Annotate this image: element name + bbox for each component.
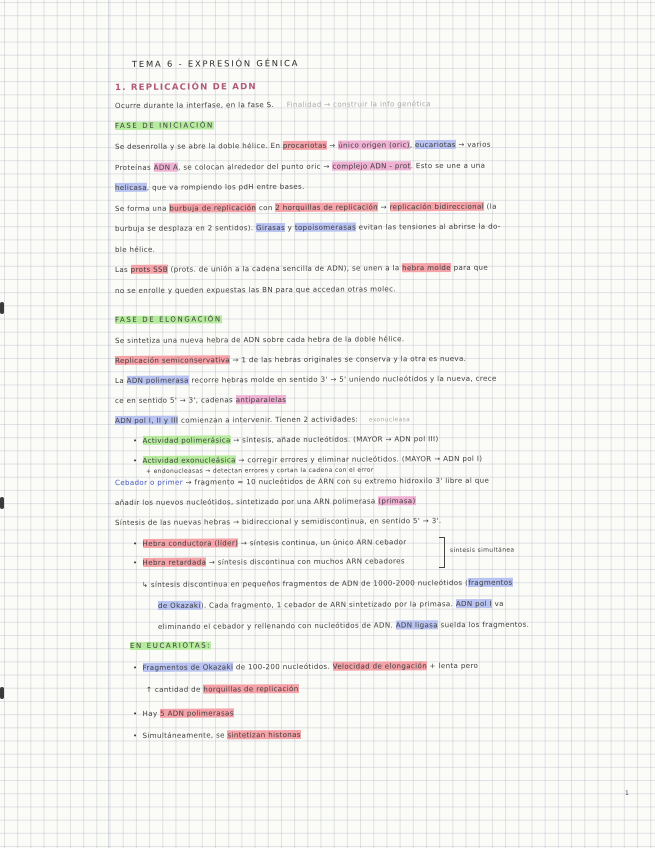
punch-hole: [0, 302, 4, 314]
margin-line: [108, 0, 109, 848]
bullet-item: • Actividad exonucleásica → corregir errores y eliminar nucleótidos. (MAYOR → ADN pol I): [132, 453, 483, 465]
bullet-item: • Hebra retardada → síntesis discontinua con muchos ARN cebadores: [132, 556, 405, 567]
text-line: Cebador o primer → fragmento ≈ 10 nucleótidos de ARN con su extremo hidroxilo 3' libre al que: [114, 475, 490, 487]
text-line: + endonucleasas → detectan errores y cortan la cadena con el error: [145, 466, 374, 475]
text-line: Replicación semiconservativa → 1 de las hebras originales se conserva y la otra es nueva.: [114, 353, 467, 365]
text-line: Las prots SSB (prots. de unión a la cadena sencilla de ADN), se unen a la hebra molde para que: [114, 262, 489, 274]
brace-label: síntesis simultánea: [449, 546, 515, 554]
phase-heading-label: FASE DE INICIACIÓN: [114, 121, 214, 130]
phase-heading: [115, 315, 222, 324]
text-line: no se enrolle y queden expuestas las BN para que accedan otras molec.: [114, 284, 396, 295]
text-line: ce en sentido 5' → 3', cadenas antiparalelas: [114, 394, 287, 405]
text-line: Se desenrolla y se abre la doble hélice. En procariotas → único origen (oric), eucariotas → varios: [114, 139, 491, 151]
phase-heading: [130, 642, 211, 650]
text-line: de Okazaki). Cada fragmento, 1 cebador de ARN sintetizado por la primasa. ADN pol I va: [157, 598, 504, 610]
text-line: eliminando el cebador y rellenando con nucleótidos de ADN. ADN ligasa suelda los fragmentos.: [157, 619, 530, 631]
text-line: ADN pol I, II y III comienzan a intervenir. Tienen 2 actividades: exonucleasa: [114, 414, 411, 425]
bullet-item: • Hay 5 ADN polimerasas: [132, 708, 234, 718]
bullet-item: • Fragmentos de Okazaki de 100-200 nucleótidos. Velocidad de elongación + lenta pero: [132, 660, 479, 672]
text-line: ↳ síntesis discontinua en pequeños fragmentos de ADN de 1000-2000 nucleótidos (fragmentos: [141, 577, 513, 589]
page-title: TEMA 6 - EXPRESIÓN GÉNICA: [131, 57, 300, 69]
text-line: Síntesis de las nuevas hebras → bidireccional y semidiscontinua, en sentido 5' → 3'.: [114, 516, 442, 527]
bullet-item: • Simultáneamente, se sintetizan histonas: [132, 729, 301, 740]
intro-line: [115, 99, 431, 110]
intro-text: Ocurre durante la interfase, en la fase S.: [114, 100, 275, 110]
phase-heading-label: EN EUCARIOTAS:: [129, 641, 212, 650]
text-line: burbuja se desplaza en 2 sentidos). Girasas y topoisomerasas evitan las tensiones al abrirse la do-: [114, 221, 501, 233]
punch-hole: [0, 497, 4, 509]
punch-hole: [0, 687, 4, 699]
intro-note: Finalidad → construir la info genética: [286, 99, 431, 109]
text-line: La ADN polimerasa recorre hebras molde en sentido 3' → 5' uniendo nucleótidos y la nueva, crece: [114, 373, 497, 385]
text-line: ↑ cantidad de horquillas de replicación: [145, 684, 299, 694]
section-heading: 1. REPLICACIÓN DE ADN: [114, 82, 257, 93]
bullet-item: • Hebra conductora (líder) → síntesis continua, un único ARN cebador: [132, 537, 407, 548]
text-line: ble hélice.: [114, 244, 156, 254]
phase-heading-label: FASE DE ELONGACIÓN: [114, 315, 222, 324]
text-line: añadir los nuevos nucleótidos, sintetizado por una ARN polimerasa (primasa): [114, 496, 416, 507]
text-line: Se sintetiza una nueva hebra de ADN sobre cada hebra de la doble hélice.: [114, 334, 405, 345]
text-line: Se forma una burbuja de replicación con 2 horquillas de replicación → replicación bidireccional (la: [114, 201, 497, 213]
text-line: helicasa, que va rompiendo los pdH entre bases.: [114, 181, 305, 192]
text-line: Proteínas ADN A, se colocan alrededor del punto oric → complejo ADN - prot. Esto se une a una: [114, 160, 486, 172]
phase-heading: [115, 121, 214, 130]
page-number: 1: [625, 790, 629, 797]
bullet-item: • Actividad polimerásica → síntesis, añade nucleótidos. (MAYOR → ADN pol III): [132, 434, 439, 445]
brace: [439, 537, 445, 568]
